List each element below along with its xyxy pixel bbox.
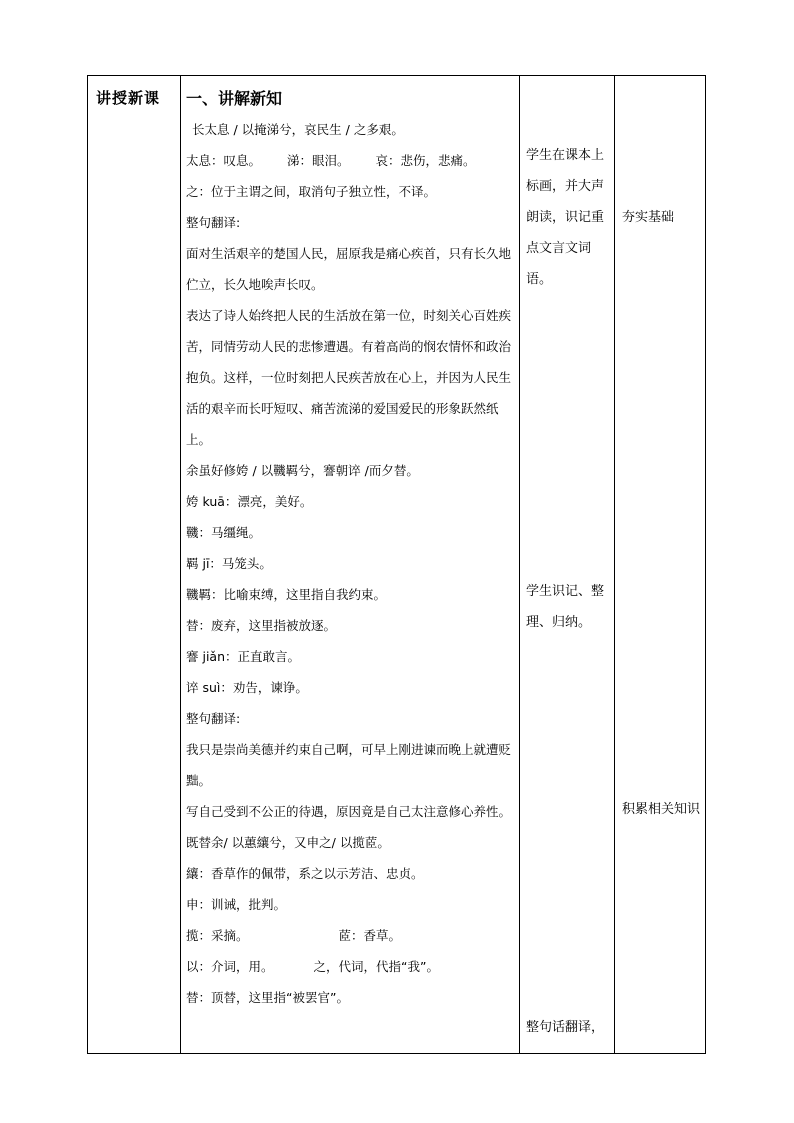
design-intent-cell: [614, 76, 707, 1053]
translation-label: 整句翻译:: [186, 711, 241, 726]
vocab-line: 申：训诫，批判。: [186, 897, 287, 912]
intent-note: 夯实基础: [622, 210, 675, 225]
lesson-plan-table: [87, 75, 706, 1054]
teaching-content-cell: [180, 76, 519, 1053]
vocab-line: 鞿：马缰绳。: [186, 525, 262, 540]
vocab-item: 揽：采摘。: [186, 928, 249, 943]
intent-note: 积累相关知识: [622, 802, 701, 817]
poem-line: 既替余/ 以蕙纕兮，又申之/ 以揽茝。: [186, 835, 390, 850]
analysis-text: 写自己受到不公正的待遇，原因竟是自己太注意修心养性。: [186, 804, 512, 819]
vocab-line: 謇 jiǎn：正直敢言。: [186, 649, 301, 664]
translation-text: 面对生活艰辛的楚国人民，屈原我是痛心疾首，只有长久地伫立，长久地唉声长叹。: [186, 246, 512, 292]
vocab-item: 茝：香草。: [338, 928, 402, 943]
vocab-line: 鞿羁：比喻束缚，这里指自我约束。: [186, 587, 387, 602]
vocab-item: 哀：悲伤，悲痛。: [375, 153, 476, 168]
vocab-line: 谇 suì：劝告，谏诤。: [186, 680, 308, 695]
section-label-cell: [88, 76, 180, 1053]
section-heading: 一、讲解新知: [186, 89, 283, 108]
translation-label: 整句翻译:: [186, 215, 241, 230]
vocab-item: 太息：叹息。: [186, 153, 262, 168]
vocab-line: [186, 920, 519, 951]
vocab-line: 替：顶替，这里指“被罢官”。: [186, 990, 349, 1005]
poem-line: 长太息 / 以掩涕兮，哀民生 / 之多艰。: [192, 122, 404, 137]
vocab-line: 之：位于主谓之间，取消句子独立性，不译。: [186, 184, 437, 199]
section-label: 讲授新课: [96, 89, 161, 107]
vocab-line: 羁 jī：马笼头。: [186, 556, 272, 571]
vocab-line: 替：废弃，这里指被放逐。: [186, 618, 337, 633]
student-activity-cell: [519, 76, 614, 1053]
vocab-line: [186, 145, 519, 176]
translation-text: 我只是崇尚美德并约束自己啊，可早上刚进谏而晚上就遭贬黜。: [186, 742, 512, 788]
vocab-line: 姱 kuā：漂亮，美好。: [186, 494, 313, 509]
vocab-item: 之，代词，代指“我”。: [313, 959, 439, 974]
vocab-line: 纕：香草作的佩带，系之以示芳洁、忠贞。: [186, 866, 424, 881]
student-note: 整句话翻译，: [526, 1020, 605, 1035]
student-note: 学生在课本上标画，并大声朗读，识记重点文言文词语。: [526, 148, 605, 287]
vocab-item: 涕：眼泪。: [287, 153, 350, 168]
vocab-item: 以：介词，用。: [186, 959, 274, 974]
vocab-line: [186, 951, 519, 982]
analysis-text: 表达了诗人始终把人民的生活放在第一位，时刻关心百姓疾苦，同情劳动人民的悲惨遭遇。有着高尚的悯农情怀和政治抱负。这样，一位时刻把人民疾苦放在心上，并因为人民生活的艰辛而长吁短叹、痛苦流涕的爱国爱民的形象跃然纸上。: [186, 308, 512, 447]
poem-line: 余虽好修姱 / 以鞿羁兮，謇朝谇 /而夕替。: [186, 463, 419, 478]
student-note: 学生识记、整理、归纳。: [526, 584, 605, 630]
